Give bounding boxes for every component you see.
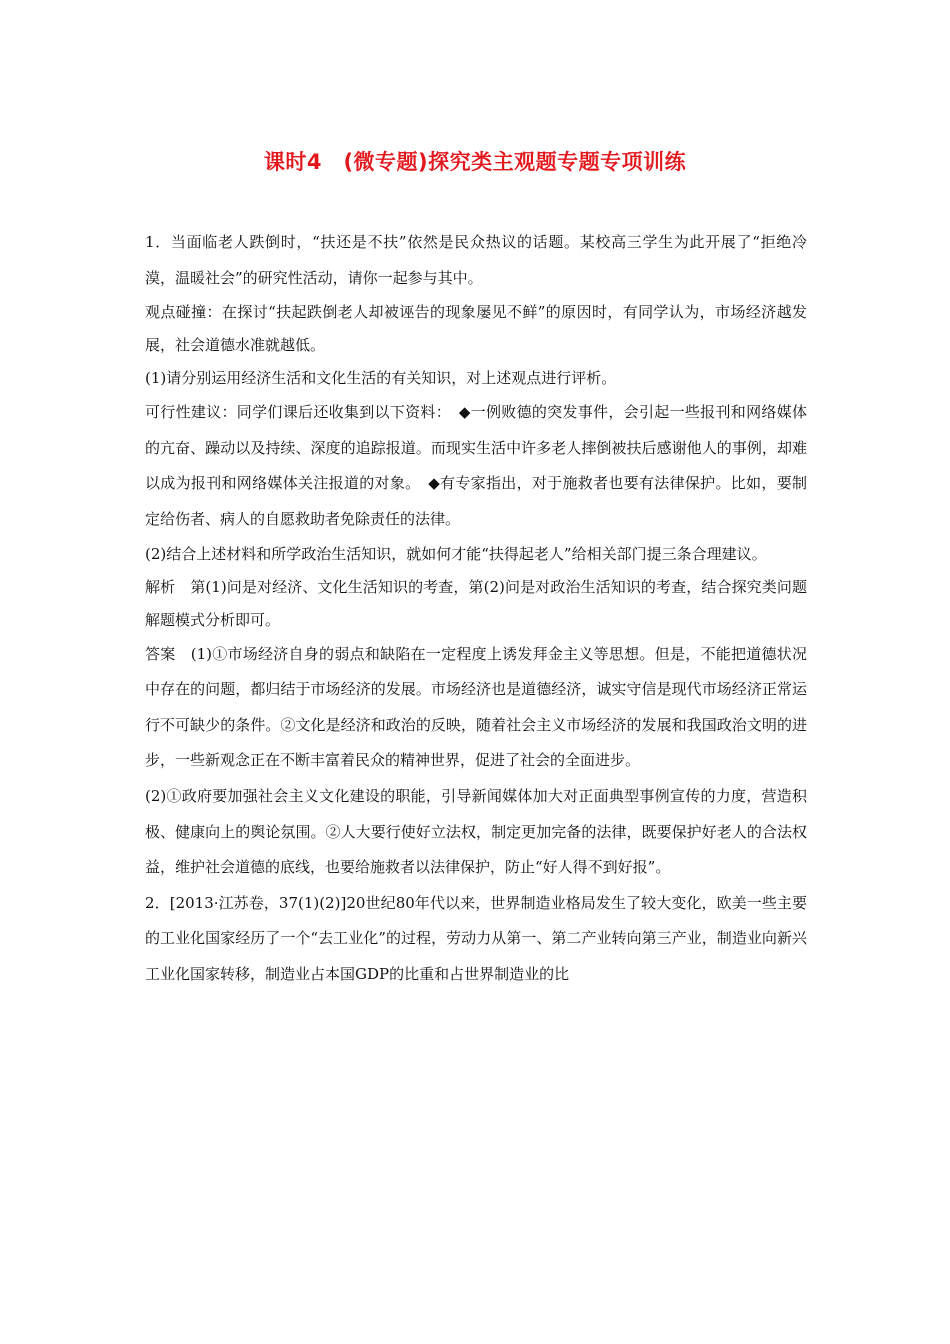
analysis-paragraph: 解析 第(1)问是对经济、文化生活知识的考查，第(2)问是对政治生活知识的考查，结合探究类问题解题模式分析即可。 bbox=[145, 577, 807, 629]
answer-part-2: (2)①政府要加强社会主义文化建设的职能，引导新闻媒体加大对正面典型事例宣传的力度，营造积极、健康向上的舆论氛围。②人大要行使好立法权，制定更加完备的法律，既要保护好老人的合法权益，维护社会道德的底线，也要给施救者以法律保护，防止“好人得不到好报”。 bbox=[145, 786, 807, 877]
question-1-part-1: (1)请分别运用经济生活和文化生活的有关知识，对上述观点进行评析。 bbox=[145, 369, 617, 388]
document-body bbox=[145, 225, 807, 993]
page-title: 课时4 (微专题)探究类主观题专题专项训练 bbox=[263, 150, 687, 174]
question-1-part-2: (2)结合上述材料和所学政治生活知识，就如何才能“扶得起老人”给相关部门提三条合理建议。 bbox=[145, 544, 767, 563]
question-1-stem: 1．当面临老人跌倒时，“扶还是不扶”依然是民众热议的话题。某校高三学生为此开展了“拒绝冷漠，温暖社会”的研究性活动，请你一起参与其中。 bbox=[145, 233, 807, 287]
viewpoint-paragraph: 观点碰撞：在探讨“扶起跌倒老人却被诬告的现象屡见不鲜”的原因时，有同学认为，市场经济越发展，社会道德水准就越低。 bbox=[145, 303, 807, 355]
question-2-stem: 2．[2013·江苏卷，37(1)(2)]20世纪80年代以来，世界制造业格局发生了较大变化，欧美一些主要的工业化国家经历了一个“去工业化”的过程，劳动力从第一、第二产业转向第三产业，制造业向新兴工业化国家转移，制造业占本国GDP的比重和占世界制造业的比 bbox=[145, 893, 807, 983]
answer-part-1: 答案 (1)①市场经济自身的弱点和缺陷在一定程度上诱发拜金主义等思想。但是，不能把道德状况中存在的问题，都归结于市场经济的发展。市场经济也是道德经济，诚实守信是现代市场经济正常运行不可缺少的条件。②文化是经济和政治的反映，随着社会主义市场经济的发展和我国政治文明的进步，一些新观念正在不断丰富着民众的精神世界，促进了社会的全面进步。 bbox=[145, 644, 807, 770]
suggestion-material: 可行性建议：同学们课后还收集到以下资料： ◆一例败德的突发事件，会引起一些报刊和网络媒体的亢奋、躁动以及持续、深度的追踪报道。而现实生活中许多老人摔倒被扶后感谢他人的事例，却难以成为报刊和网络媒体关注报道的对象。 ◆有专家指出，对于施救者也要有法律保护。比如，要制定给伤者、病人的自愿救助者免除责任的法律。 bbox=[145, 403, 807, 528]
